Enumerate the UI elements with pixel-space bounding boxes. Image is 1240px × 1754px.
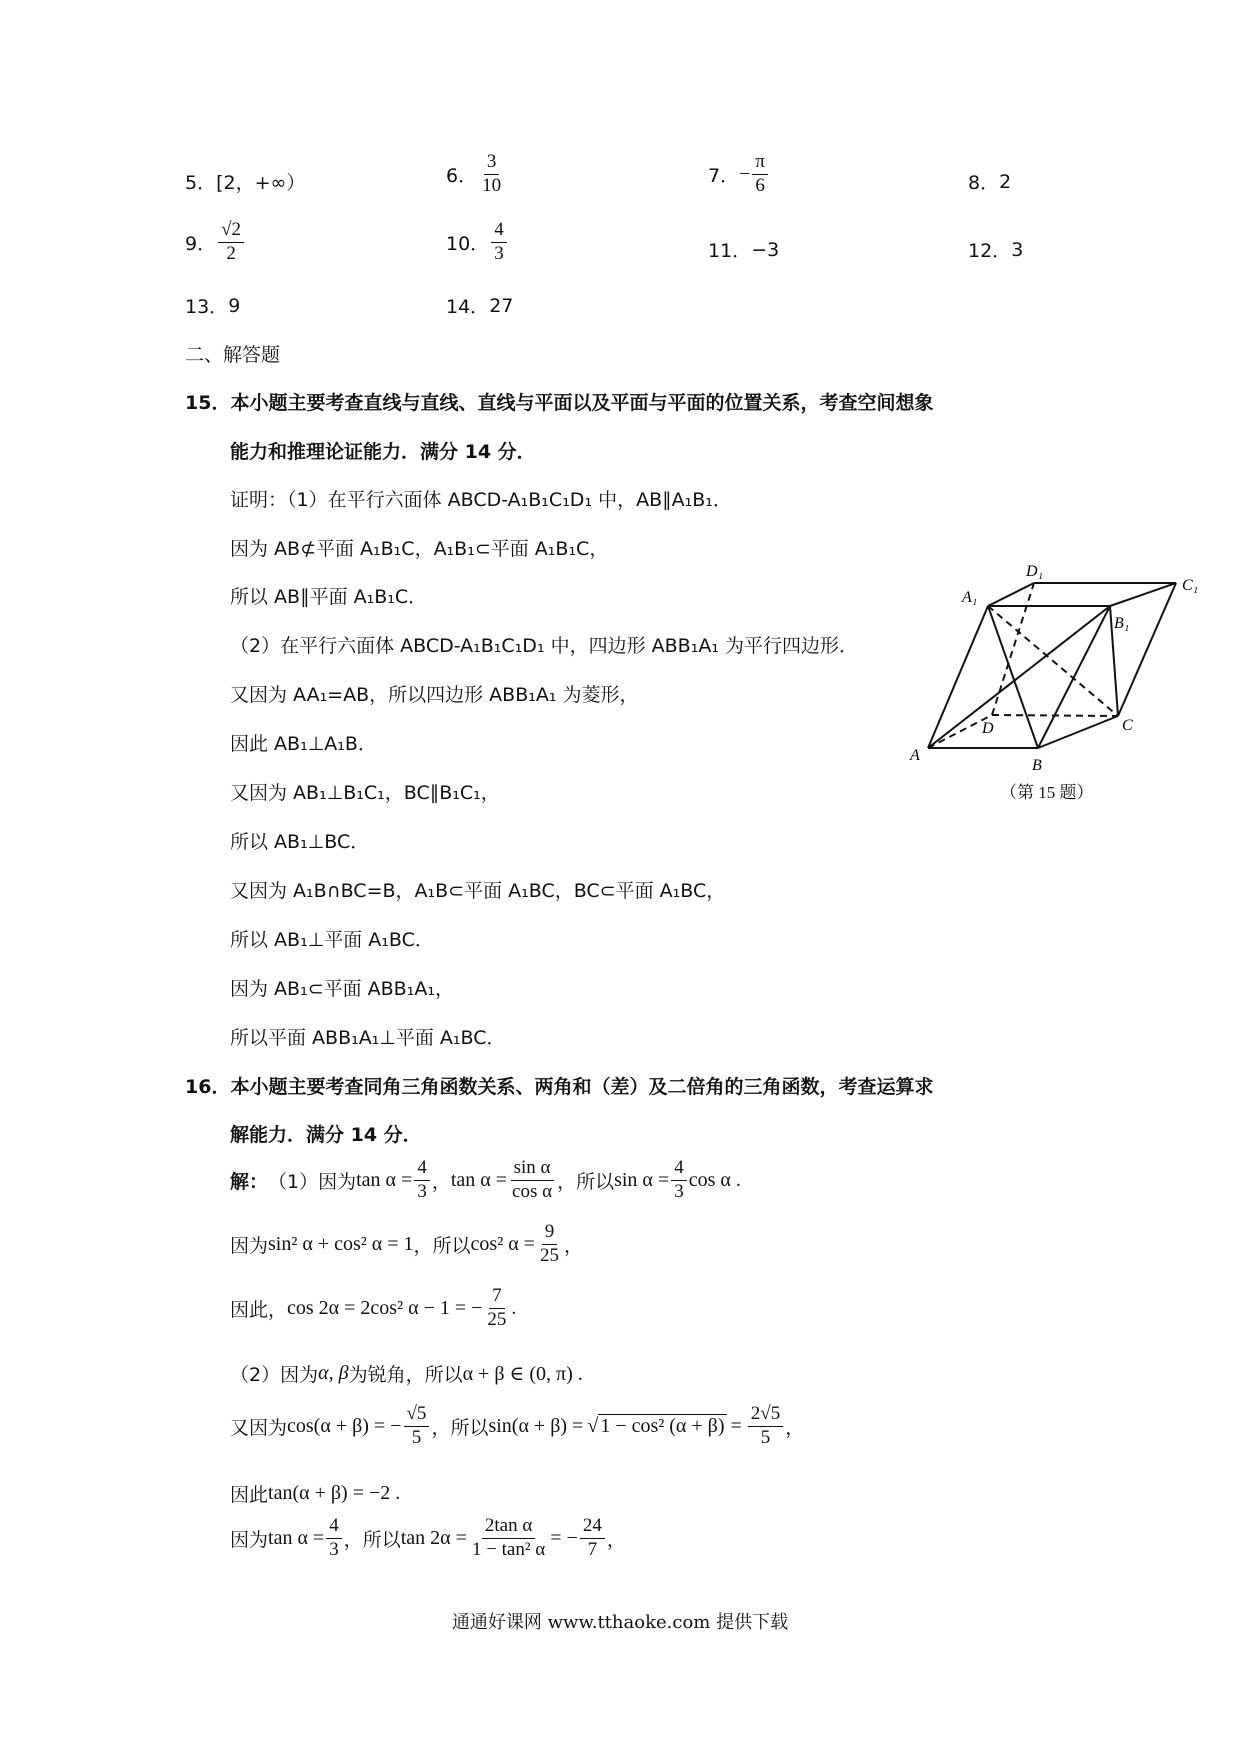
q16-intro-1: 16．本小题主要考查同角三角函数关系、两角和（差）及二倍角的三角函数，考查运算求 <box>185 1076 934 1098</box>
q16-line-3: 因此， cos 2α = 2cos² α − 1 = − $\frac{7}{25}$ . <box>230 1285 517 1330</box>
q15-line-9: 又因为 A₁B∩BC=B，A₁B⊂平面 A₁BC，BC⊂平面 A₁BC， <box>230 880 726 902</box>
q15-line-6: 因此 AB₁⊥A₁B． <box>230 733 377 755</box>
section-heading: 二、解答题 <box>185 344 281 366</box>
answer-13: 13． 9 <box>185 294 241 318</box>
q16-line-5: 又因为 cos(α + β) = − $\frac{√5}{5}$ ，所以 sin(α + β) = √ 1 − cos² (α + β) = $\frac{2√5}{5}$ ， <box>230 1403 805 1448</box>
vertex-label-b1: B₁ <box>1114 615 1130 632</box>
answer-6: 6． $\frac{3}{10}$ <box>446 152 506 197</box>
q15-intro-1: 15．本小题主要考查直线与直线、直线与平面以及平面与平面的位置关系，考查空间想象 <box>185 392 934 414</box>
q15-line-4: （2）在平行六面体 ABCD-A₁B₁C₁D₁ 中，四边形 ABB₁A₁ 为平行四边形． <box>230 635 858 657</box>
answer-8: 8． 2 <box>968 170 1012 194</box>
q15-line-1: 证明：（1）在平行六面体 ABCD-A₁B₁C₁D₁ 中，AB∥A₁B₁． <box>230 489 732 511</box>
answer-10-fraction: $\frac{4}{3}$ <box>491 220 507 265</box>
vertex-label-d1: D₁ <box>1026 563 1044 580</box>
answer-11: 11． −3 <box>708 238 780 262</box>
q15-line-2: 因为 AB⊄平面 A₁B₁C，A₁B₁⊂平面 A₁B₁C， <box>230 538 609 560</box>
q15-line-12: 所以平面 ABB₁A₁⊥平面 A₁BC． <box>230 1027 506 1049</box>
vertex-label-b: B <box>1032 757 1042 774</box>
q15-line-11: 因为 AB₁⊂平面 ABB₁A₁， <box>230 978 454 1000</box>
answer-14: 14． 27 <box>446 294 514 318</box>
q15-line-10: 所以 AB₁⊥平面 A₁BC． <box>230 929 434 951</box>
answer-5: 5． [2，+∞） <box>185 168 305 195</box>
q15-line-5: 又因为 AA₁=AB，所以四边形 ABB₁A₁ 为菱形， <box>230 684 639 706</box>
answer-9-fraction: $\frac{√2}{2}$ <box>218 220 244 265</box>
q16-intro-2: 解能力．满分 14 分． <box>230 1124 422 1146</box>
answer-7: 7． − $\frac{\pi}{6}$ <box>708 152 770 197</box>
answer-5-value: [2，+∞） <box>216 172 306 194</box>
vertex-label-d: D <box>982 720 994 737</box>
q16-line-2: 因为 sin² α + cos² α = 1 ，所以 cos² α = $\frac{9}{25}$ ， <box>230 1221 583 1266</box>
page-footer: 通通好课网 www.tthaoke.com 提供下载 <box>451 1612 789 1633</box>
vertex-label-a: A <box>910 747 920 764</box>
q16-line-4: （2）因为 α, β 为锐角，所以 α + β ∈ (0, π) . <box>230 1362 583 1386</box>
q16-line-1: 解： （1）因为 tan α = $\frac{4}{3}$ ， tan α = $\frac{\text{sin α}}{\text{cos α}}$ ，所以 sin α = $\frac{4}{3}$ cos α . <box>230 1157 741 1202</box>
q15-line-7: 又因为 AB₁⊥B₁C₁，BC∥B₁C₁， <box>230 782 500 804</box>
answer-12: 12． 3 <box>968 238 1024 262</box>
q15-line-3: 所以 AB∥平面 A₁B₁C． <box>230 586 428 608</box>
q15-line-8: 所以 AB₁⊥BC． <box>230 831 370 853</box>
q16-line-7: 因为 tan α = $\frac{4}{3}$ ，所以 tan 2α = $\frac{\text{2tan α}}{\text{1 − tan² α}}$ = − $\frac{24}{7}$ ， <box>230 1515 626 1560</box>
q16-line-6: 因此 tan(α + β) = −2 . <box>230 1482 401 1506</box>
vertex-label-c1: C₁ <box>1182 577 1199 594</box>
answer-6-fraction: $\frac{3}{10}$ <box>482 151 502 196</box>
vertex-label-c: C <box>1122 717 1133 734</box>
vertex-label-a1: A₁ <box>962 589 978 606</box>
parallelepiped-figure <box>900 560 1220 810</box>
answer-9: 9． $\frac{√2}{2}$ <box>185 220 246 265</box>
q15-intro-2: 能力和推理论证能力．满分 14 分． <box>230 441 536 463</box>
answer-7-fraction: $\frac{\pi}{6}$ <box>752 152 768 197</box>
figure-caption: （第 15 题） <box>1000 783 1094 802</box>
answer-10: 10． $\frac{4}{3}$ <box>446 220 509 265</box>
